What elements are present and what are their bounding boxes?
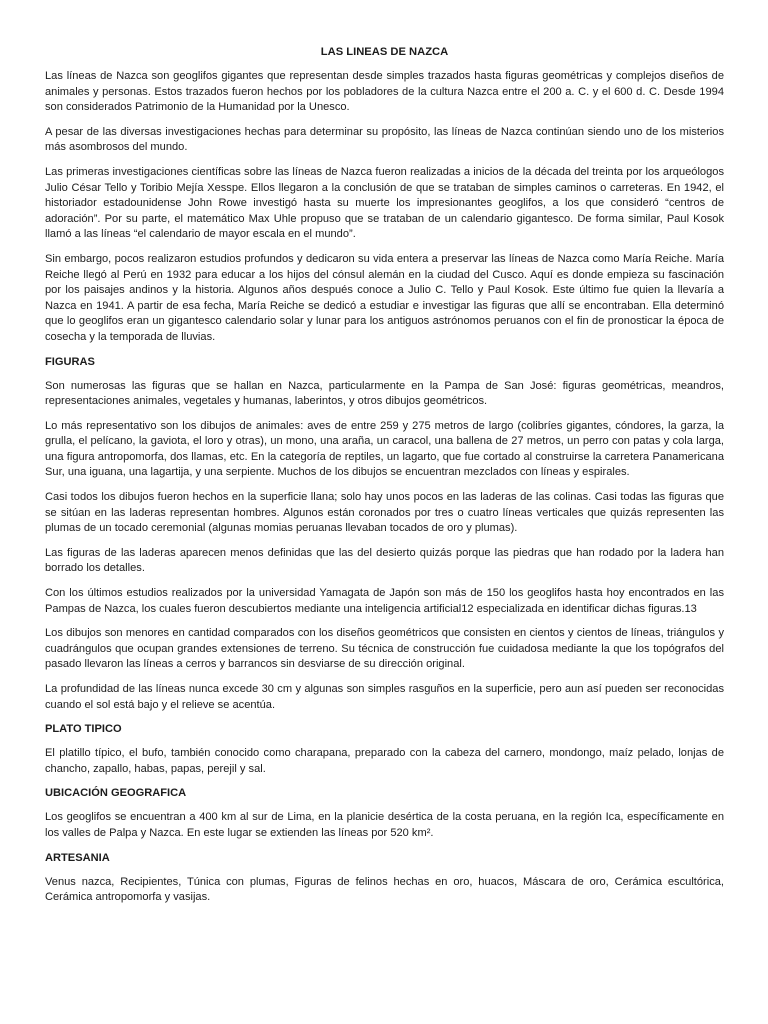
document-title: LAS LINEAS DE NAZCA: [320, 46, 449, 58]
paragraph: Son numerosas las figuras que se hallan en Nazca, particularmente en la Pampa de San José: figuras geométricas, meandros, representaciones animales, vegetales y humanas, laberintos, y otros dibujos geométricos.: [45, 379, 724, 408]
paragraph: Venus nazca, Recipientes, Túnica con plumas, Figuras de felinos hechas en oro, huacos, Máscara de oro, Cerámica escultórica, Cerámica antropomorfa y vasijas.: [45, 875, 724, 904]
section-heading-figuras: FIGURAS: [45, 355, 95, 368]
paragraph: Los geoglifos se encuentran a 400 km al sur de Lima, en la planicie desértica de la costa peruana, en la región Ica, específicamente en los valles de Palpa y Nazca. En este lugar se extienden las líneas por 520 km².: [45, 811, 724, 839]
paragraph: Los dibujos son menores en cantidad comparados con los diseños geométricos que consisten en cientos y cientos de líneas, triángulos y cuadrángulos que ocupan grandes extensiones de terreno. Su técnica de construcción fue cuidadosa mediante la que los topógrafos del pasado llevaron las líneas a cerros y barrancos sin desviarse de su dirección original.: [45, 627, 724, 671]
paragraph: Sin embargo, pocos realizaron estudios profundos y dedicaron su vida entera a preservar las líneas de Nazca como María Reiche. María Reiche llegó al Perú en 1932 para educar a los hijos del cónsul alemán en la ciudad del Cusco. Aquí es donde empieza su fascinación por los paisajes andinos y la historia. Algunos años después conoce a Julio C. Tello y Paul Kosok. Este último fue quien la llevaría a Nazca en 1941. A partir de esa fecha, María Reiche se dedicó a estudiar e investigar las figuras que allí se encontraban. Ella determinó que lo geoglifos eran un gigantesco calendario solar y lunar para los antiguos astrónomos peruanos con el fin de pronosticar la época de cosecha y la temporada de lluvias.: [45, 252, 724, 343]
paragraph: Con los últimos estudios realizados por la universidad Yamagata de Japón son más de 150 los geoglifos hasta hoy encontrados en las Pampas de Nazca, los cuales fueron descubiertos mediante una inteligencia artificial12 especializada en identificar dichas figuras.13: [45, 587, 724, 615]
section-heading-plato-tipico: PLATO TIPICO: [45, 723, 122, 736]
paragraph: Lo más representativo son los dibujos de animales: aves de entre 259 y 275 metros de largo (colibríes gigantes, cóndores, la garza, la grulla, el pelícano, la gaviota, el loro y otras), un mono, una araña, un caracol, una ballena de 27 metros, un perro con patas y cola larga, una figura antropomorfa, dos llamas, etc. En la categoría de reptiles, un lagarto, que fue cortado al construirse la carretera Panamericana Sur, una iguana, una lagartija, y una serpiente. Muchos de los dibujos se encuentran mezclados con líneas y espirales.: [45, 419, 724, 479]
paragraph: Las líneas de Nazca son geoglifos gigantes que representan desde simples trazados hasta figuras geométricas y complejos diseños de animales y personas. Estos trazados fueron hechos por los pobladores de la cultura Nazca entre el 200 a. C. y el 600 d. C. Desde 1994 son considerados Patrimonio de la Humanidad por la Unesco.: [45, 70, 724, 114]
paragraph: Las figuras de las laderas aparecen menos definidas que las del desierto quizás porque las piedras que han rodado por la ladera han borrado los detalles.: [45, 546, 724, 575]
paragraph: Las primeras investigaciones científicas sobre las líneas de Nazca fueron realizadas a inicios de la década del treinta por los arqueólogos Julio César Tello y Toribio Mejía Xesspe. Ellos llegaron a la conclusión de que se trataban de simples caminos o carreteras. En 1942, el historiador estadounidense John Rowe investigó hasta su muerte los impresionantes geoglifos, a los que consideró “centros de adoración”. Por su parte, el matemático Max Uhle propuso que se trataban de un calendario gigantesco. De forma similar, Paul Kosok llamó a las líneas “el calendario de mayor escala en el mundo”.: [45, 165, 724, 241]
section-heading-artesania: ARTESANIA: [45, 851, 110, 864]
paragraph: El platillo típico, el bufo, también conocido como charapana, preparado con la cabeza del carnero, mondongo, maíz pelado, lonjas de chancho, zapallo, habas, papas, perejil y sal.: [45, 747, 724, 775]
paragraph: Casi todos los dibujos fueron hechos en la superficie llana; solo hay unos pocos en las laderas de las colinas. Casi todas las figuras que se sitúan en las laderas representan hombres. Algunos están coronados por tres o cuatro líneas verticales que quizás representen las plumas de un tocado ceremonial (algunas momias peruanas llevaban tocados de oro y plumas).: [45, 491, 724, 535]
paragraph: La profundidad de las líneas nunca excede 30 cm y algunas son simples rasguños en la superficie, pero aun así pueden ser reconocidas cuando el sol está bajo y el relieve se acentúa.: [45, 683, 724, 711]
section-heading-ubicacion: UBICACIÓN GEOGRAFICA: [45, 787, 187, 800]
paragraph: A pesar de las diversas investigaciones hechas para determinar su propósito, las líneas de Nazca continúan siendo uno de los misterios más asombrosos del mundo.: [45, 125, 724, 154]
